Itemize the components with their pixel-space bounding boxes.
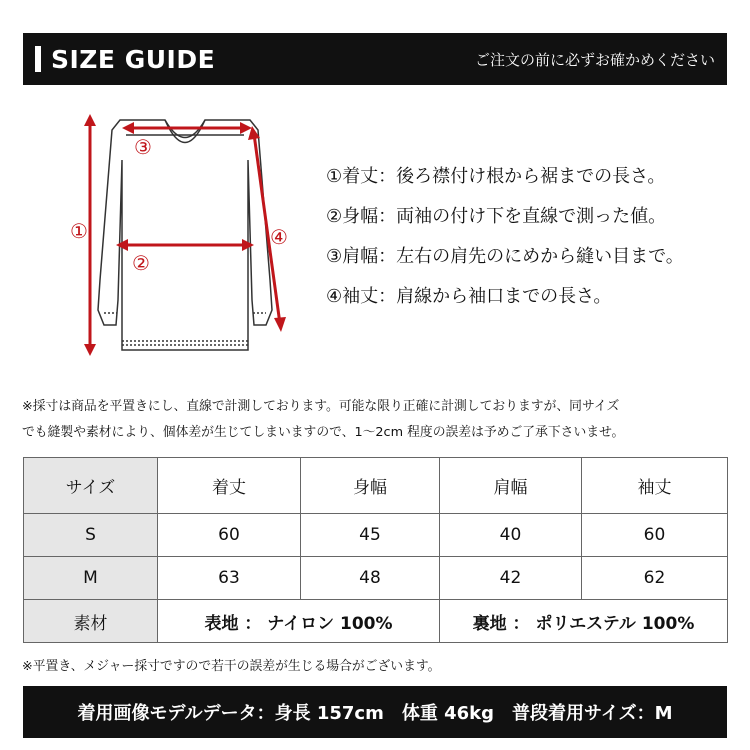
shoulder-arrow <box>122 122 252 134</box>
model-data-banner: 着用画像モデルデータ：身長 157cm 体重 46kg 普段着用サイズ：M <box>23 686 727 738</box>
table-cell: 42 <box>440 557 582 600</box>
header-shoulder: 肩幅 <box>440 458 582 514</box>
sweater-diagram <box>40 100 320 370</box>
disclaimer-line-2: でも縫製や素材により、個体差が生じてしまいますので、1〜2cm 程度の誤差は予めご了承下さいませ。 <box>22 425 625 440</box>
title-bar-accent <box>35 46 41 72</box>
table-cell: 40 <box>440 514 582 557</box>
sweater-outline <box>98 120 272 350</box>
page-title: SIZE GUIDE <box>51 44 216 74</box>
size-label: M <box>24 557 158 600</box>
title-wrap <box>35 45 215 74</box>
material-label: 素材 <box>24 600 158 643</box>
definition-sleeve: ④袖丈：肩線から袖口までの長さ。 <box>326 286 612 307</box>
marker-shoulder: ③ <box>134 135 152 159</box>
table-cell: 48 <box>301 557 440 600</box>
size-label: S <box>24 514 158 557</box>
footnote: ※平置き、メジャー採寸ですので若干の誤差が生じる場合がございます。 <box>22 659 441 674</box>
table-row <box>24 557 728 600</box>
table-cell: 60 <box>158 514 301 557</box>
table-cell: 45 <box>301 514 440 557</box>
measurement-disclaimer <box>22 394 734 446</box>
header-size: サイズ <box>24 458 158 514</box>
width-arrow <box>116 239 254 251</box>
table-cell: 63 <box>158 557 301 600</box>
material-outer: 表地 ： ナイロン 100% <box>158 600 440 643</box>
material-lining: 裏地 ： ポリエステル 100% <box>440 600 728 643</box>
marker-width: ② <box>132 251 150 275</box>
table-cell: 62 <box>582 557 728 600</box>
header-note: ご注文の前に必ずお確かめください <box>474 50 715 69</box>
size-guide-header <box>23 33 727 85</box>
definition-shoulder: ③肩幅：左右の肩先のにめから縫い目まで。 <box>326 246 684 267</box>
definition-width: ②身幅：両袖の付け下を直線で測った値。 <box>326 206 667 227</box>
material-row <box>24 600 728 643</box>
marker-length: ① <box>70 219 88 243</box>
size-table <box>23 457 728 643</box>
header-sleeve: 袖丈 <box>582 458 728 514</box>
table-cell: 60 <box>582 514 728 557</box>
header-length: 着丈 <box>158 458 301 514</box>
marker-sleeve: ④ <box>270 225 288 249</box>
header-width: 身幅 <box>301 458 440 514</box>
definition-length: ①着丈：後ろ襟付け根から裾までの長さ。 <box>326 166 666 187</box>
table-row <box>24 514 728 557</box>
table-header-row <box>24 458 728 514</box>
disclaimer-line-1: ※採寸は商品を平置きにし、直線で計測しております。可能な限り正確に計測しておりますが、同サイズ <box>22 399 620 414</box>
measurement-definitions <box>326 160 726 320</box>
